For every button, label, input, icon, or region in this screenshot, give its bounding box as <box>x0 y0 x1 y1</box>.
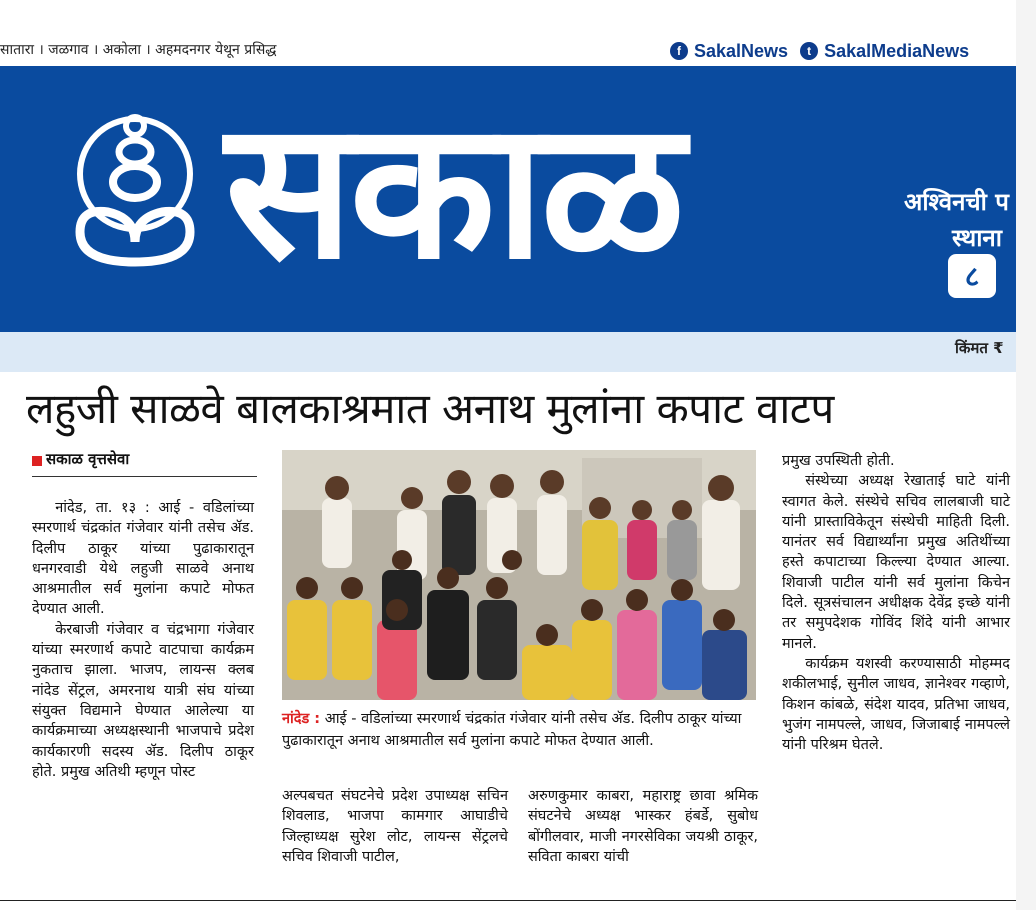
paragraph: अरुणकुमार काबरा, महाराष्ट्र छावा श्रमिक संघटनेचे अध्यक्ष भास्कर हंबर्डे, सुबोध बोंगीलवार, माजी नगरसेविका जयश्री ठाकूर, सविता काबरा यांची <box>528 788 758 865</box>
byline-text: सकाळ वृत्तसेवा <box>46 450 130 468</box>
facebook-handle: SakalNews <box>694 40 789 61</box>
article-headline: लहुजी साळवे बालकाश्रमात अनाथ मुलांना कपाट वाटप <box>26 384 834 433</box>
masthead-side-teaser <box>904 184 1016 256</box>
page-edge <box>1016 0 1036 910</box>
twitter-handle: SakalMediaNews <box>824 40 970 61</box>
price-bar <box>0 332 1016 372</box>
paragraph: अल्पबचत संघटनेचे प्रदेश उपाध्यक्ष सचिन शिवलाड, भाजपा कामगार आघाडीचे जिल्हाध्यक्ष सुरेश लोट, लायन्स सेंट्रलचे सचिव शिवाजी पाटील, <box>282 788 508 865</box>
masthead-banner <box>0 66 1016 332</box>
article-column-4 <box>782 451 1010 755</box>
facebook-icon: f <box>670 42 688 60</box>
sakal-emblem-icon <box>60 112 210 282</box>
article-column-1 <box>32 498 254 782</box>
paragraph: प्रमुख उपस्थिती होती. <box>782 453 895 469</box>
price-label: किंमत ₹ <box>955 339 1004 357</box>
caption-place: नांदेड : <box>282 711 321 727</box>
masthead-top-strip <box>0 0 1016 66</box>
side-teaser-line2: स्थाना <box>952 224 1002 252</box>
caption-text: आई - वडिलांच्या स्मरणार्थ चंद्रकांत गंजेवार यांनी तसेच ॲड. दिलीप ठाकूर यांच्या पुढाकारातून अनाथ आश्रमातील सर्व मुलांना कपाटे मोफत देण्यात आली. <box>282 711 742 749</box>
page-bottom-rule <box>0 900 1016 901</box>
paragraph: संस्थेच्या अध्यक्ष रेखाताई घाटे यांनी स्वागत केले. संस्थेचे सचिव लालबाजी घाटे यांनी प्रास्ताविकेतून संस्थेची माहिती दिली. यानंतर सर्व विद्यार्थ्यांना प्रमुख अतिथींच्या हस्ते कपाटाच्या किल्ल्या देण्यात आल्या. शिवाजी पाटील यांनी सर्व मुलांना किचेन दिले. सूत्रसंचालन अधीक्षक देवेंद्र इच्छे यांनी तर समुपदेशक गोविंद शिंदे यांनी आभार मानले. <box>782 473 1010 652</box>
side-teaser-line1: अश्विनची प <box>904 188 1009 216</box>
date-badge: ८ <box>948 254 996 298</box>
photo-caption <box>282 708 756 752</box>
article-column-3 <box>528 786 758 867</box>
sakal-logo-text: सकाळ <box>225 80 681 301</box>
paragraph: कार्यक्रम यशस्वी करण्यासाठी मोहम्मद शकीलभाई, सुनील जाधव, ज्ञानेश्वर गव्हाणे, किशन कांबळे, संदेश यादव, प्रतिभा जाधव, भुजंग नामपल्ले, जाधव, जिजाबाई नामपल्ले यांनी परिश्रम घेतले. <box>782 655 1010 754</box>
group-photo <box>282 450 756 700</box>
byline <box>32 448 257 477</box>
twitter-icon: t <box>800 42 818 60</box>
paragraph: नांदेड, ता. १३ : आई - वडिलांच्या स्मरणार्थ चंद्रकांत गंजेवार यांनी तसेच ॲड. दिलीप ठाकूर यांच्या पुढाकारातून धनगरवाडी येथे लहुजी साळवे अनाथ आश्रमातील सर्व मुलांना कपाटे मोफत देण्यात आली. <box>32 500 254 618</box>
article-column-2 <box>282 786 508 867</box>
paragraph: केरबाजी गंजेवार व चंद्रभागा गंजेवार यांच्या स्मरणार्थ कपाटे वाटपाचा कार्यक्रम नुकताच झाला. भाजप, लायन्स क्लब नांदेड सेंट्रल, अमरनाथ यात्री संघ यांच्या संयुक्त विद्यमाने घेण्यात आलेल्या या कार्यक्रमाच्या अध्यक्षस्थानी भाजपाचे प्रदेश कार्यकारणी सदस्य ॲड. दिलीप ठाकूर होते. प्रमुख अतिथी म्हणून पोस्ट <box>32 621 254 780</box>
social-handles <box>670 38 975 64</box>
edition-cities: सातारा । जळगाव । अकोला । अहमदनगर येथून प्रसिद्ध <box>0 42 277 58</box>
byline-marker-icon <box>32 456 42 466</box>
